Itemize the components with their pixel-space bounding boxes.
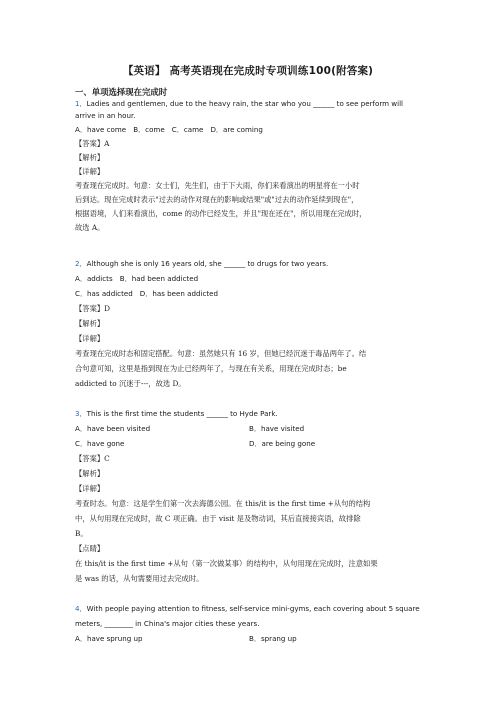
question-3-explanation-line1: 考查时态。句意：这是学生们第一次去海德公园。在 this/it is the first time +从句的结构 [75,499,371,508]
question-3-option-a: A．have been visited [75,424,151,433]
question-2-detail-label: 【详解】 [75,334,105,343]
question-2-explanation-line1: 考查现在完成时态和固定搭配。句意：虽然她只有 16 岁，但她已经沉迷于毒品两年了。结 [75,349,367,358]
question-2-explanation-line3: addicted to 沉迷于---，故选 D。 [75,379,186,388]
question-1-stem-line1: 1．Ladies and gentlemen, due to the heavy rain, the star who you ______ to see perform will [75,99,404,108]
question-3-explanation-line3: B。 [75,529,88,538]
question-4-stem-line2: meters, ________ in China's major cities these years. [75,619,260,628]
question-2-answer: 【答案】D [75,304,111,313]
question-3-stem: 3．This is the first time the students ______ to Hyde Park. [75,409,278,418]
question-1-explanation-line1: 考查现在完成时。句意：女士们，先生们，由于下大雨，你们来看演出的明星将在一小时 [75,181,360,190]
question-1-explanation-line2: 后到达。现在完成时表示"过去的动作对现在的影响或结果"或"过去的动作延续到现在"， [75,195,359,204]
question-3-option-d: D．are being gone [249,439,316,448]
question-3-analysis-label: 【解析】 [75,469,105,478]
question-1-explanation-line3: 根据语境，人们来看演出，come 的动作已经发生，并且"现在还在"，所以用现在完成时， [75,209,367,218]
question-1-analysis-label: 【解析】 [75,153,105,162]
question-3-detail-label: 【详解】 [75,484,105,493]
question-1-answer: 【答案】A [75,139,110,148]
question-3-tip-line1: 在 this/it is the first time +从句（第一次做某事）的结构中，从句用现在完成时，注意如果 [75,559,378,568]
question-3-option-b: B．have visited [249,424,305,433]
question-3-option-c: C．have gone [75,439,125,448]
question-2-options-ab: A．addicts B．had been addicted [75,274,199,283]
question-3-tip-label: 【点睛】 [75,544,105,553]
question-3-explanation-line2: 中，从句用现在完成时，故 C 项正确。由于 visit 是及物动词，其后直接接宾语，故排除 [75,514,361,523]
question-2-explanation-line2: 合句意可知，这里是指到现在为止已经两年了，与现在有关系，用现在完成时态；be [75,364,347,373]
question-2-options-cd: C．has addicted D．has been addicted [75,289,219,298]
question-4-option-b: B．sprang up [249,634,297,643]
question-3-number: 3 [75,409,80,418]
question-3-tip-line2: 是 was 的话，从句需要用过去完成时。 [75,574,204,583]
question-1-detail-label: 【详解】 [75,167,105,176]
question-4-stem-line1: 4．With people paying attention to fitness, self-service mini-gyms, each covering about 5 square [75,604,420,613]
question-2-number: 2 [75,259,80,268]
page-title: 【英语】 高考英语现在完成时专项训练100(附答案) [122,65,374,77]
question-4-option-a: A．have sprung up [75,634,143,643]
question-1-stem-line2: arrive in an hour. [75,111,136,120]
question-2-analysis-label: 【解析】 [75,319,105,328]
question-1-explanation-line4: 故选 A。 [75,223,105,232]
question-2-stem: 2．Although she is only 16 years old, she ______ to drugs for two years. [75,259,329,268]
section-heading: 一、单项选择现在完成时 [75,87,168,97]
question-1-number: 1 [75,99,80,108]
question-3-answer: 【答案】C [75,454,110,463]
question-4-number: 4 [75,604,80,613]
question-1-options: A．have come B．come C．came D．are coming [75,125,263,134]
